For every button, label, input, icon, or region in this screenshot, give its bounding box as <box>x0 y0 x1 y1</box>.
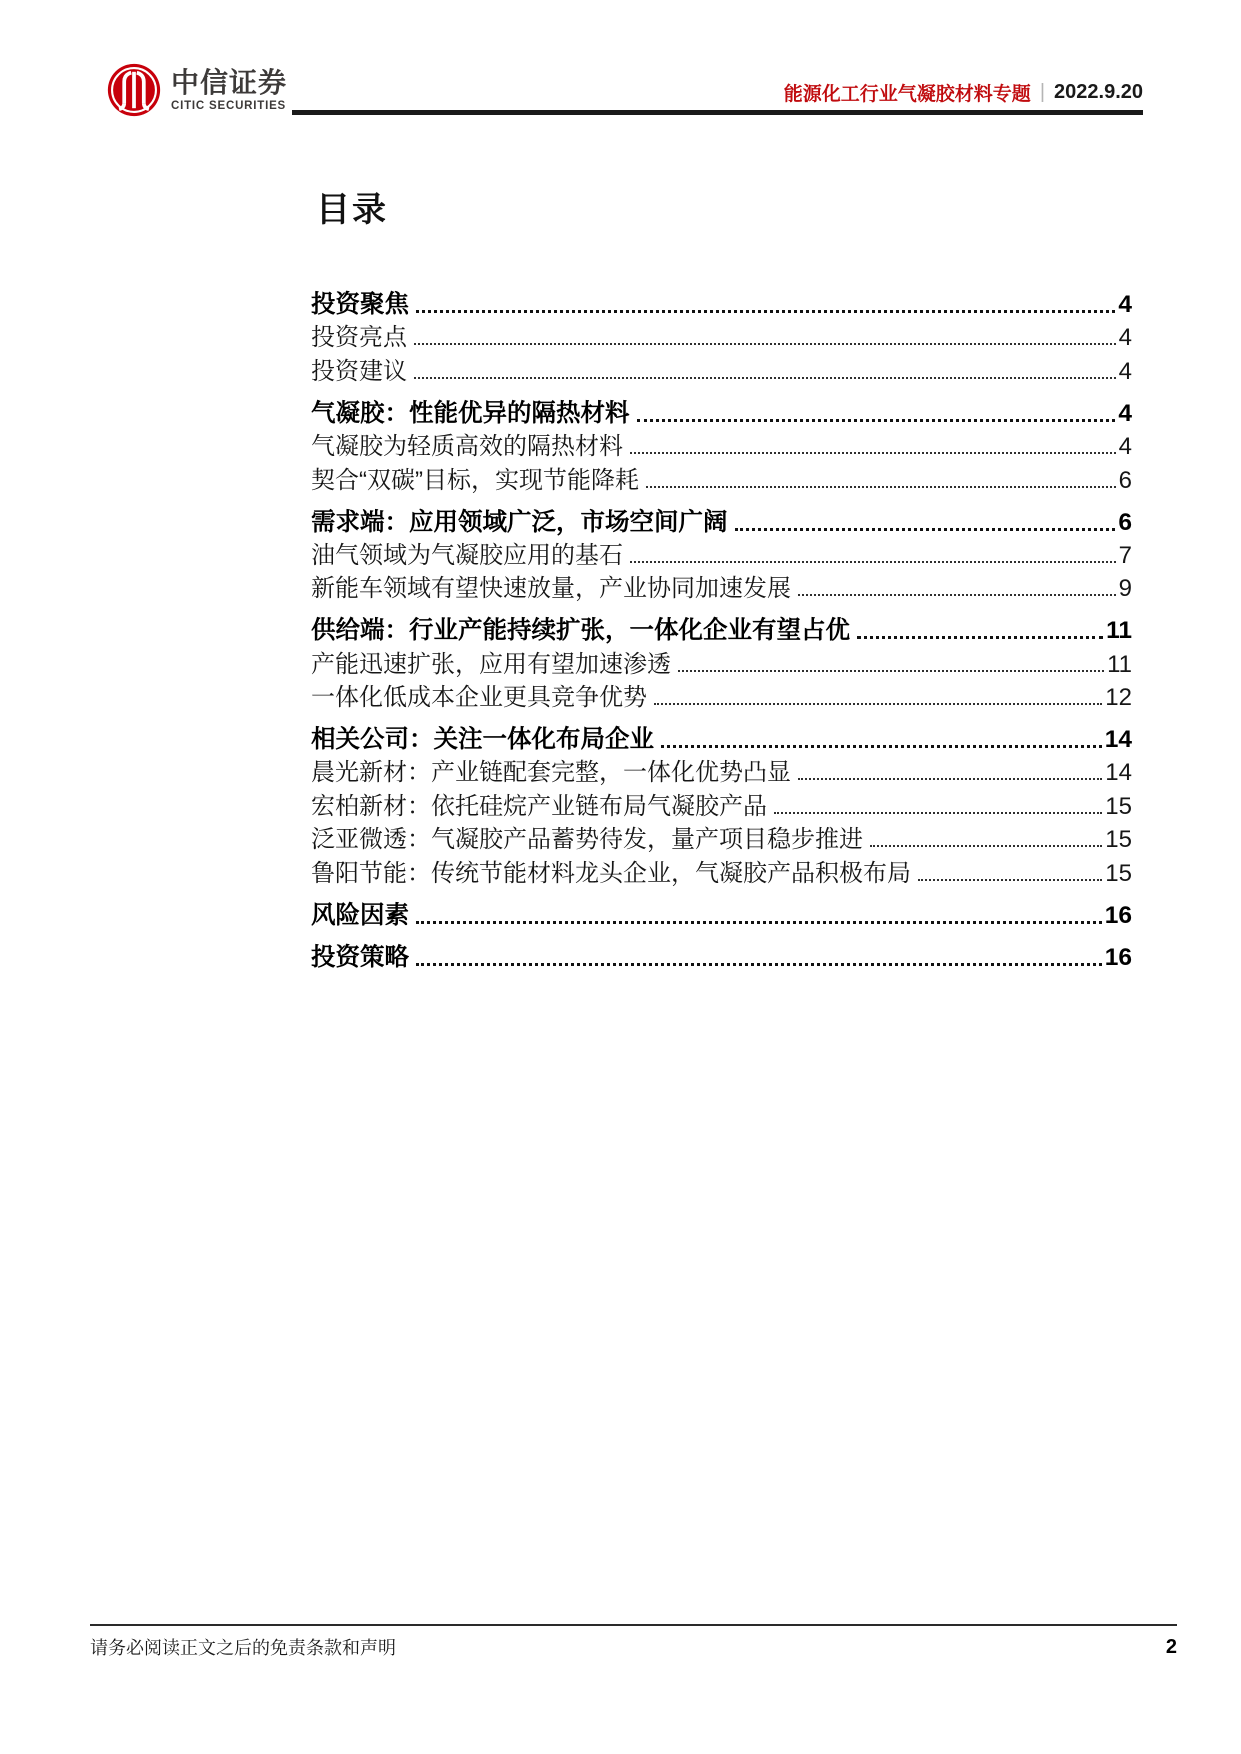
toc-entry-label: 晨光新材：产业链配套完整，一体化优势凸显 <box>311 759 791 787</box>
toc-entry-page: 11 <box>1107 650 1132 678</box>
toc-entry-page: 16 <box>1104 943 1132 971</box>
toc-entry[interactable] <box>311 462 1132 495</box>
toc-entry[interactable] <box>311 504 1132 537</box>
toc-entry-label: 产能迅速扩张，应用有望加速渗透 <box>311 650 671 678</box>
toc-list <box>311 278 1132 973</box>
toc-entry[interactable] <box>311 320 1132 353</box>
toc-entry[interactable] <box>311 646 1132 679</box>
toc-entry-page: 11 <box>1106 617 1132 645</box>
toc-dot-leader <box>414 343 1116 345</box>
toc-entry-label: 投资建议 <box>311 357 407 385</box>
toc-entry-label: 投资聚焦 <box>311 290 409 318</box>
citic-logo <box>106 62 287 118</box>
toc-entry-page: 16 <box>1104 901 1132 929</box>
toc-title: 目录 <box>316 191 388 229</box>
toc-entry-page: 4 <box>1118 433 1132 461</box>
toc-entry-label: 投资策略 <box>311 943 409 971</box>
toc-dot-leader <box>735 528 1116 531</box>
toc-entry[interactable] <box>311 897 1132 930</box>
logo-name-en: CITIC SECURITIES <box>171 99 287 112</box>
toc-entry[interactable] <box>311 755 1132 788</box>
toc-entry-label: 风险因素 <box>311 901 409 929</box>
toc-entry[interactable] <box>311 680 1132 713</box>
toc-entry-label: 泛亚微透：气凝胶产品蓄势待发，量产项目稳步推进 <box>311 826 863 854</box>
footer <box>90 1634 1177 1660</box>
toc-entry[interactable] <box>311 429 1132 462</box>
toc-entry-label: 新能车领域有望快速放量，产业协同加速发展 <box>311 575 791 603</box>
toc-entry-page: 15 <box>1105 859 1132 887</box>
toc-entry[interactable] <box>311 538 1132 571</box>
toc-entry[interactable] <box>311 788 1132 821</box>
toc-entry-page: 4 <box>1118 357 1132 385</box>
toc-dot-leader <box>774 812 1102 814</box>
toc-dot-leader <box>798 594 1116 596</box>
toc-dot-leader <box>918 879 1102 881</box>
toc-entry-page: 12 <box>1105 684 1132 712</box>
toc-entry-page: 4 <box>1118 324 1132 352</box>
toc-entry[interactable] <box>311 613 1132 646</box>
toc-entry[interactable] <box>311 939 1132 972</box>
toc-entry-page: 15 <box>1105 826 1132 854</box>
header-rule <box>292 110 1143 115</box>
toc-entry[interactable] <box>311 287 1132 320</box>
toc-entry-page: 14 <box>1104 726 1132 754</box>
toc-dot-leader <box>416 310 1115 313</box>
toc-entry-page: 4 <box>1118 399 1132 427</box>
toc-dot-leader <box>857 636 1103 639</box>
toc-entry-label: 气凝胶为轻质高效的隔热材料 <box>311 433 623 461</box>
toc-entry-label: 相关公司：关注一体化布局企业 <box>311 726 654 754</box>
toc-dot-leader <box>637 419 1116 422</box>
toc-entry[interactable] <box>311 855 1132 888</box>
toc-entry-label: 鲁阳节能：传统节能材料龙头企业，气凝胶产品积极布局 <box>311 859 911 887</box>
header-separator: | <box>1039 80 1046 103</box>
footer-disclaimer: 请务必阅读正文之后的免责条款和声明 <box>90 1638 396 1658</box>
logo-text <box>171 68 287 113</box>
toc-entry-label: 油气领域为气凝胶应用的基石 <box>311 541 623 569</box>
toc-entry-label: 投资亮点 <box>311 324 407 352</box>
toc-entry-label: 宏柏新材：依托硅烷产业链布局气凝胶产品 <box>311 792 767 820</box>
citic-emblem-icon <box>106 62 162 118</box>
toc-entry-page: 7 <box>1118 541 1132 569</box>
report-title: 能源化工行业气凝胶材料专题 <box>783 83 1031 105</box>
toc-entry-page: 6 <box>1118 508 1132 536</box>
toc-dot-leader <box>646 486 1116 488</box>
toc-entry-label: 契合“双碳”目标，实现节能降耗 <box>311 466 639 494</box>
footer-rule <box>90 1624 1177 1626</box>
toc-dot-leader <box>798 778 1102 780</box>
toc-dot-leader <box>870 845 1102 847</box>
toc-dot-leader <box>678 670 1104 672</box>
toc-entry[interactable] <box>311 353 1132 386</box>
toc-entry-label: 气凝胶：性能优异的隔热材料 <box>311 399 630 427</box>
toc-entry[interactable] <box>311 722 1132 755</box>
toc-entry-label: 一体化低成本企业更具竞争优势 <box>311 684 647 712</box>
logo-name-cn: 中信证券 <box>171 66 288 98</box>
toc-entry-label: 供给端：行业产能持续扩张，一体化企业有望占优 <box>311 617 850 645</box>
toc-entry-page: 6 <box>1118 466 1132 494</box>
toc-dot-leader <box>416 963 1102 966</box>
toc-entry-page: 4 <box>1118 290 1132 318</box>
toc-entry[interactable] <box>311 822 1132 855</box>
report-date: 2022.9.20 <box>1054 80 1143 103</box>
toc-entry[interactable] <box>311 571 1132 604</box>
toc-entry-page: 15 <box>1105 792 1132 820</box>
header-meta <box>784 76 1143 108</box>
toc-dot-leader <box>661 745 1102 748</box>
toc-dot-leader <box>630 452 1116 454</box>
footer-page-number: 2 <box>1165 1635 1177 1658</box>
toc-dot-leader <box>630 561 1116 563</box>
toc-dot-leader <box>416 921 1102 924</box>
toc-entry[interactable] <box>311 395 1132 428</box>
toc-entry-page: 14 <box>1105 759 1132 787</box>
toc-dot-leader <box>654 703 1102 705</box>
toc-dot-leader <box>414 377 1116 379</box>
toc-entry-page: 9 <box>1118 575 1132 603</box>
toc-entry-label: 需求端：应用领域广泛，市场空间广阔 <box>311 508 728 536</box>
